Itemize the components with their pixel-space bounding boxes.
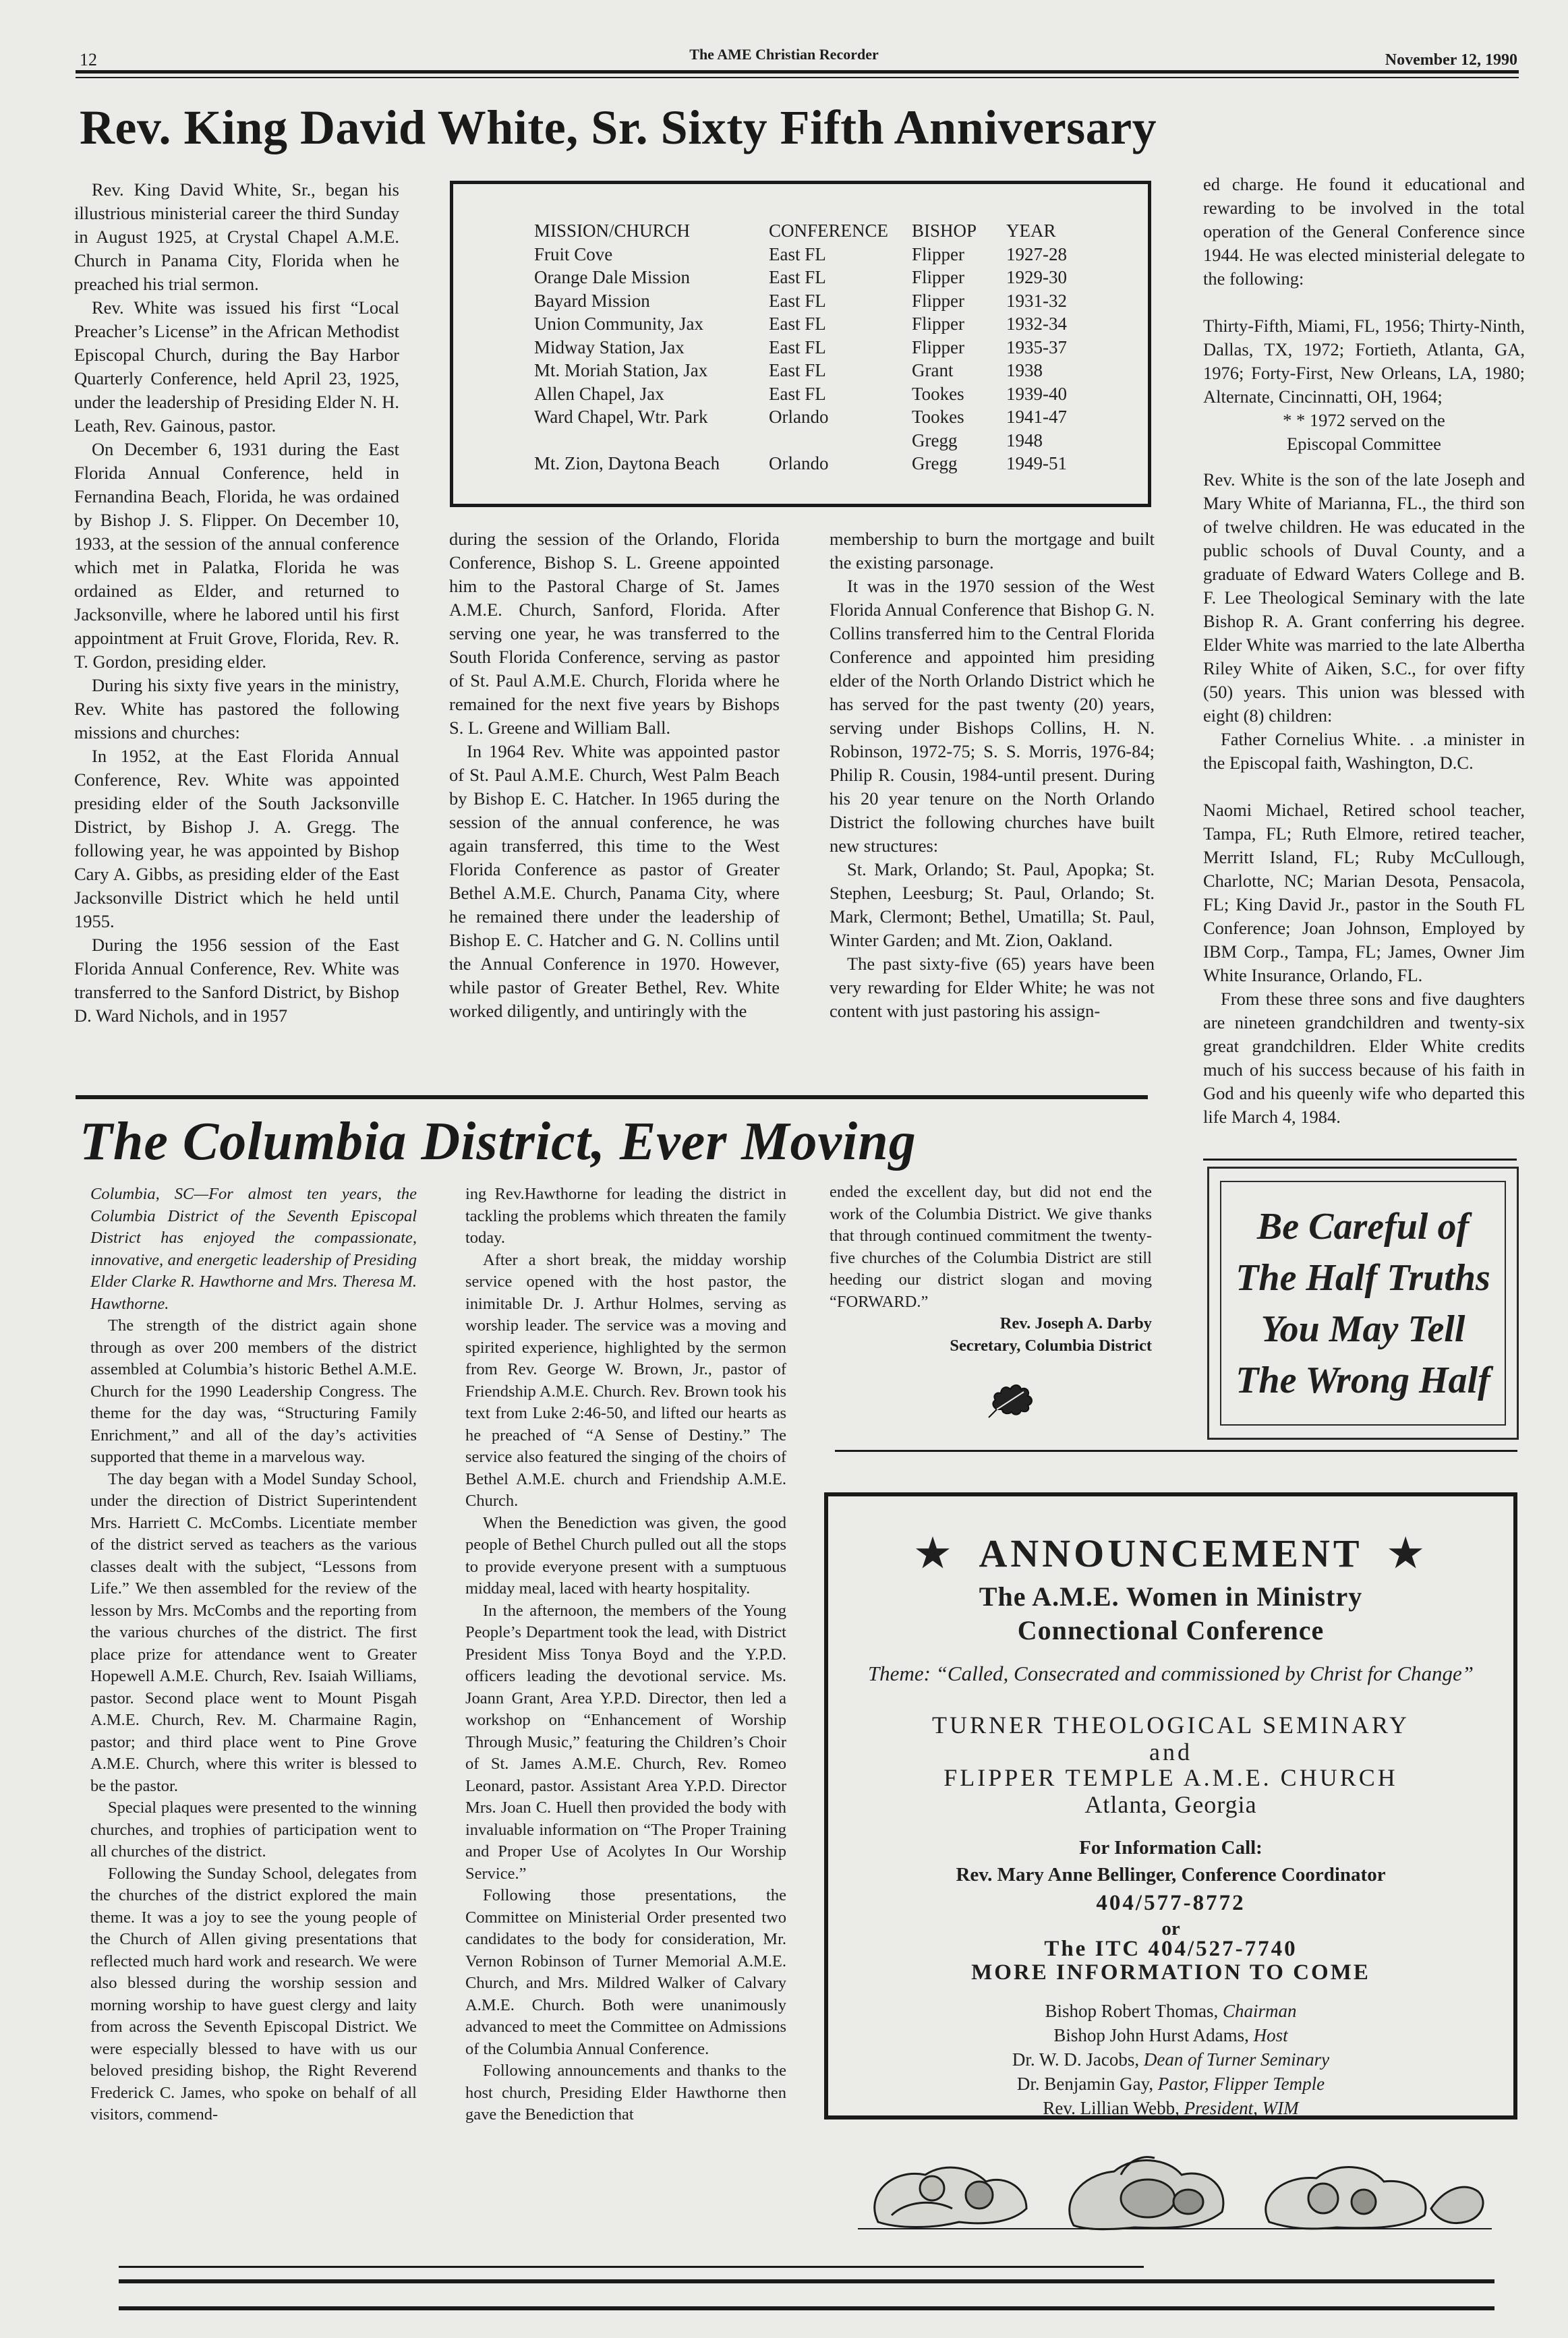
bottom-rule-2 [119, 2279, 1494, 2283]
half-truths-line: Be Careful of [1256, 1205, 1470, 1248]
announcement-location: Atlanta, Georgia [1084, 1791, 1257, 1818]
list-item [828, 2096, 1513, 2120]
table-cell: East FL [769, 267, 826, 287]
table-cell: Gregg [912, 430, 958, 450]
announcement-people [828, 1999, 1513, 2120]
person-role: President, WIM [1184, 2098, 1299, 2118]
table-cell: 1949-51 [1006, 453, 1067, 473]
announcement-more: MORE INFORMATION TO COME [971, 1960, 1370, 1985]
article2-paragraph: Special plaques were presented to the winning churches, and trophies of participation went to all churches of the district. [90, 1799, 417, 1861]
signature-name: Rev. Joseph A. Darby [999, 1314, 1152, 1333]
article2-column-3 [830, 1181, 1152, 1357]
article2-column-1 [90, 1183, 417, 2126]
table-cell [534, 429, 769, 452]
half-truths-line: You May Tell [1260, 1308, 1465, 1350]
table-header-cell: MISSION/CHURCH [534, 221, 691, 241]
announcement-coordinator: Rev. Mary Anne Bellinger, Conference Coordinator [956, 1864, 1386, 1886]
table-cell: Ward Chapel, Wtr. Park [534, 407, 708, 427]
article1-paragraph: During his sixty five years in the ministry, Rev. White has pastored the following missions and churches: [74, 675, 399, 742]
article2-paragraph: ing Rev.Hawthorne for leading the district in tackling the problems which threaten the family today. [465, 1185, 786, 1247]
table-row [534, 312, 1067, 336]
table-header-cell: YEAR [1006, 221, 1056, 241]
table-header-cell: BISHOP [912, 221, 977, 241]
article1-paragraph: In 1952, at the East Florida Annual Conference, Rev. White was appointed presiding elder of the South Jacksonville District, by Bishop J. A. Gregg. The following year, he was appointed by Bishop Cary A. Gibbs, as presiding elder of the East Jacksonville District which he held until 1955. [74, 746, 399, 931]
article1-paragraph: Father Cornelius White. . .a minister in the Episcopal faith, Washington, D.C. [1203, 729, 1525, 773]
article2-paragraph: The day began with a Model Sunday School, under the direction of District Superintendent Mrs. Harriett C. McCombs. Licentiate member of the district served as teachers as the various classes dealt with the subject, “Lessons from Life.” We then assembled for the review of the lesson by Mrs. McCombs and the reporting from the various churches of the district. The first place prize for attendance went to Greater Hopewell A.M.E. Church, Rev. Isaiah Williams, pastor. Second place went to Mount Pisgah A.M.E. Church, Rev. M. Charmaine Ragin, pastor; and third place went to Pine Grove A.M.E. Church, where this writer is blessed to be the pastor. [90, 1469, 417, 1795]
page-number: 12 [80, 50, 97, 69]
article2-paragraph: After a short break, the midday worship service opened with the host pastor, the inimitable Dr. J. Arthur Holmes, serving as worship leader. The service was a moving and spirited experience, highlighted by the sermon from Rev. George W. Brown, Jr., pastor of Friendship A.M.E. Church. Rev. Brown took his text from Luke 2:46-50, and lifted our hearts as he preached of “A Sense of Destiny.” The service also featured the singing of the choirs of Bethel A.M.E. church and Friendship A.M.E. Church. [465, 1250, 786, 1510]
table-cell: Orlando [769, 453, 829, 473]
bottom-rule-1 [119, 2266, 1144, 2268]
announcement-theme: Theme: “Called, Consecrated and commissioned by Christ for Change” [867, 1662, 1474, 1685]
table-row [534, 405, 1067, 429]
article1-paragraph: ed charge. He found it educational and rewarding to be involved in the total operation of the General Conference since 1944. He was elected ministerial delegate to the following: [1203, 174, 1525, 289]
person-role: Host [1253, 2025, 1288, 2045]
table-cell: Mt. Moriah Station, Jax [534, 360, 708, 380]
announcement-title-text: ANNOUNCEMENT [979, 1531, 1363, 1575]
publication-name: The AME Christian Recorder [689, 46, 879, 63]
article1-paragraph: Rev. King David White, Sr., began his illustrious ministerial career the third Sunday in August 1925, at Crystal Chapel A.M.E. Church in Panama City, Florida when he preached his trial sermon. [74, 179, 399, 294]
list-item [828, 1999, 1513, 2023]
table-cell: Fruit Cove [534, 243, 613, 264]
person-role: Pastor, Flipper Temple [1157, 2074, 1325, 2094]
article1-paragraph: From these three sons and five daughters are nineteen grandchildren and twenty-six great grandchildren. Elder White credits much of his success because of his faith in God and his queenly wife who departed this life March 4, 1984. [1203, 989, 1525, 1127]
bottom-rule-3 [119, 2306, 1494, 2310]
harvest-cornucopia-illustration [851, 2134, 1499, 2235]
announcement-title [828, 1530, 1513, 1576]
table-cell: Gregg [912, 453, 958, 473]
table-cell: 1938 [1006, 360, 1043, 380]
person-name: Dr. Benjamin Gay, [1016, 2074, 1154, 2094]
article2-paragraph: The strength of the district again shone through as over 200 members of the district assembled at Columbia’s historic Bethel A.M.E. Church for the 1990 Leadership Congress. The theme for the day was, “Structuring Family Enrichment,” and all of the day’s activities supported that theme in a marvelous way. [90, 1316, 417, 1466]
table-cell: Flipper [912, 314, 964, 334]
signature-title: Secretary, Columbia District [950, 1336, 1152, 1355]
column-divider [1203, 1159, 1517, 1161]
person-name: Bishop John Hurst Adams, [1053, 2025, 1249, 2045]
table-cell: East FL [769, 243, 826, 264]
person-name: Rev. Lillian Webb, [1043, 2098, 1180, 2118]
article2-paragraph [90, 1183, 417, 1315]
table-cell: Flipper [912, 267, 964, 287]
article2-paragraph-text: Columbia, SC—For almost ten years, the Columbia District of the Seventh Episcopal District has enjoyed the compassionate, innovative, and energetic leadership of Presiding Elder Clarke R. Hawthorne and Mrs. Theresa M. Hawthorne. [90, 1185, 417, 1313]
table-row [534, 429, 1067, 452]
article2-paragraph: When the Benediction was given, the good people of Bethel Church pulled out all the stops to provide everyone present with a sumptuous midday meal, laced with hearty hospitality. [465, 1513, 786, 1598]
table-cell: Mt. Zion, Daytona Beach [534, 453, 720, 473]
table-row [534, 382, 1067, 406]
list-item [828, 2072, 1513, 2096]
half-truths-line: The Wrong Half [1236, 1359, 1490, 1401]
signature-rule [835, 1450, 1517, 1452]
list-item [828, 2047, 1513, 2072]
article1-column-1 [74, 178, 399, 1028]
table-row [534, 359, 1067, 382]
article1-paragraph: Thirty-Fifth, Miami, FL, 1956; Thirty-Ninth, Dallas, TX, 1972; Fortieth, Atlanta, GA, 1976; Forty-First, New Orleans, LA, 1980; Alternate, Cincinnatti, OH, 1964; [1203, 316, 1525, 407]
article1-paragraph: St. Mark, Orlando; St. Paul, Apopka; St. Stephen, Leesburg; St. Paul, Orlando; St. Mark, Clermont; Bethel, Umatilla; St. Paul, Winter Garden; and Mt. Zion, Oakland. [830, 859, 1155, 950]
article2-paragraph: Following announcements and thanks to the host church, Presiding Elder Hawthorne then gave the Benediction that [465, 2062, 786, 2124]
article1-column-3 [830, 527, 1155, 1023]
table-cell: 1948 [1006, 430, 1043, 450]
table-cell: 1929-30 [1006, 267, 1067, 287]
article1-column-4 [1203, 173, 1525, 1129]
announcement-host: TURNER THEOLOGICAL SEMINARY [932, 1712, 1410, 1738]
article1-paragraph: It was in the 1970 session of the West Florida Annual Conference that Bishop G. N. Collins transferred him to the Central Florida Conference and appointed him presiding elder of the North Orlando District which he has served for the past twenty (20) years, serving under Bishops Collins, H. N. Robinson, 1972-75; S. S. Morris, 1976-84; Philip R. Cousin, 1984-until present. During his 20 year tenure on the North Orlando District the following churches have built new structures: [830, 576, 1155, 856]
announcement-phone: The ITC 404/527-7740 [1044, 1937, 1298, 1961]
table-cell: Orange Dale Mission [534, 267, 690, 287]
table-cell: Flipper [912, 243, 964, 264]
header-rule-top [76, 70, 1519, 74]
article2-column-2 [465, 1183, 786, 2126]
table-cell: East FL [769, 383, 826, 404]
person-name: Bishop Robert Thomas, [1045, 2001, 1219, 2021]
announcement-info-call: For Information Call: [1079, 1837, 1262, 1859]
announcement-or: or [1161, 1918, 1180, 1939]
announcement-host: FLIPPER TEMPLE A.M.E. CHURCH [943, 1764, 1398, 1791]
star-icon: ★ [1388, 1531, 1427, 1575]
article1-paragraph: membership to burn the mortgage and built the existing parsonage. [830, 529, 1155, 573]
announcement-phone: 404/577-8772 [1096, 1891, 1246, 1915]
announcement-subtitle: The A.M.E. Women in Ministry [979, 1581, 1363, 1612]
table-cell: Flipper [912, 337, 964, 357]
table-cell: 1927-28 [1006, 243, 1067, 264]
article1-paragraph: The past sixty-five (65) years have been very rewarding for Elder White; he was not content with just pastoring his assign- [830, 954, 1155, 1021]
article1-paragraph: during the session of the Orlando, Florida Conference, Bishop S. L. Greene appointed him to the Pastoral Charge of St. James A.M.E. Church, Sanford, Florida. After serving one year, he was transferred to the South Florida Conference, serving as pastor of St. Paul A.M.E. Church, Florida where he remained for the next five years by Bishops S. L. Greene and William Ball. [449, 529, 780, 738]
article1-paragraph: Rev. White is the son of the late Joseph and Mary White of Marianna, FL., the third son of twelve children. He was educated in the public schools of Duval County, and a graduate of Edward Waters College and B. F. Lee Theological Seminary with the late Bishop R. A. Grant conferring his degree. Elder White was married to the late Albertha Riley White of Aiken, S.C., for over fifty (50) years. This union was blessed with eight (8) children: [1203, 469, 1525, 726]
article1-paragraph: In 1964 Rev. White was appointed pastor of St. Paul A.M.E. Church, West Palm Beach by Bishop E. C. Hatcher. In 1965 during the session of the annual conference, he was again transferred, this time to the West Florida Conference as pastor of Greater Bethel A.M.E. Church, Panama City, where he remained there under the leadership of Bishop E. C. Hatcher and G. N. Collins until the Annual Conference in 1970. However, while pastor of Greater Bethel, Rev. White worked diligently, and untiringly with the [449, 741, 780, 1021]
announcement-subtitle: Connectional Conference [1017, 1615, 1325, 1645]
header-rule-bottom [76, 77, 1519, 78]
table-cell: 1931-32 [1006, 290, 1067, 311]
article2-paragraph: Following the Sunday School, delegates from the churches of the district explored the main theme. It was a joy to see the young people of the Church of Allen giving presentations that reflected much hard work and research. We were also blessed during the worship session and morning worship to have guest clergy and laity from across the Seventh Episcopal District. We were especially blessed to have with us our beloved presiding bishop, the Right Reverend Frederick C. James, who spoke on behalf of all visitors, commend- [90, 1864, 417, 2124]
article1-paragraph: Naomi Michael, Retired school teacher, Tampa, FL; Ruth Elmore, retired teacher, Merritt Island, FL; Ruby McCullough, Charlotte, NC; Marian Desota, Pensacola, FL; King David Jr., pastor in the South FL Conference; Joan Johnson, Employed by IBM Corp., Tampa, FL; James, Owner Jim White Insurance, Orlando, FL. [1203, 800, 1525, 985]
article1-paragraph: On December 6, 1931 during the East Florida Annual Conference, held in Fernandina Beach, Florida, he was ordained by Bishop J. S. Flipper. On December 10, 1933, at the session of the annual conference which met in Palatka, Florida he was ordained as Elder, and returned to Jacksonville, where he labored until his first appointment at Fruit Grove, Florida, Rev. R. T. Gordon, presiding elder. [74, 439, 399, 672]
announcement-box [824, 1492, 1517, 2120]
half-truths-inner [1220, 1181, 1506, 1426]
article2-headline: The Columbia District, Ever Moving [80, 1112, 917, 1171]
table-header-row [534, 219, 1067, 243]
announcement-and: and [1149, 1738, 1192, 1765]
article1-column-2 [449, 527, 780, 1023]
article1-paragraph: * * 1972 served on the [1283, 410, 1445, 430]
person-role: Chairman [1222, 2001, 1297, 2021]
oak-leaf-icon [983, 1376, 1037, 1423]
table-cell: Bayard Mission [534, 290, 650, 311]
half-truths-box [1207, 1167, 1519, 1440]
person-name: Dr. W. D. Jacobs, [1012, 2049, 1140, 2070]
article1-paragraph: Rev. White was issued his first “Local Preacher’s License” in the African Methodist Episcopal Church, during the Bay Harbor Quarterly Conference, held April 23, 1925, under the leadership of Presiding Elder N. H. Leath, Rev. Gainous, pastor. [74, 297, 399, 436]
table-row [534, 266, 1067, 289]
article2-paragraph: Following those presentations, the Committee on Ministerial Order presented two candidates to the body for consideration, Mr. Vernon Robinson of Turner Memorial A.M.E. Church, and Mrs. Mildred Walker of Calvary A.M.E. Church. Both were unanimously advanced to meet the Committee on Admissions of the Columbia Annual Conference. [465, 1886, 786, 2058]
table-row [534, 243, 1067, 266]
list-item [828, 2023, 1513, 2047]
table-cell: East FL [769, 290, 826, 311]
table-cell: Tookes [912, 383, 964, 404]
star-icon: ★ [914, 1531, 954, 1575]
table-cell: 1939-40 [1006, 383, 1067, 404]
table-cell: 1932-34 [1006, 314, 1067, 334]
missions-table-box [450, 181, 1151, 507]
table-cell: Union Community, Jax [534, 314, 704, 334]
table-cell: 1935-37 [1006, 337, 1067, 357]
issue-date: November 12, 1990 [1385, 51, 1517, 69]
table-row [534, 289, 1067, 313]
table-cell [769, 429, 912, 452]
article-divider [76, 1095, 1148, 1099]
article1-paragraph: Episcopal Committee [1287, 434, 1441, 454]
table-cell: 1941-47 [1006, 407, 1067, 427]
article2-paragraph: In the afternoon, the members of the Young People’s Department took the lead, with District President Miss Tonya Boyd and the Y.P.D. officers leading the devotional service. Ms. Joann Grant, Area Y.P.D. Director, then led a workshop on “Enhancement of Worship Through Music,” featuring the Children’s Choir of St. James A.M.E. Church, Rev. Romeo Leonard, pastor. Assistant Area Y.P.D. Director Mrs. Joan C. Huell then provided the body with invaluable information on “The Proper Training and Proper Use of Acolytes In Our Worship Service.” [465, 1601, 786, 1883]
table-cell: Flipper [912, 290, 964, 311]
article1-headline: Rev. King David White, Sr. Sixty Fifth Anniversary [80, 100, 1157, 154]
article1-paragraph: During the 1956 session of the East Florida Annual Conference, Rev. White was transferred to the Sanford District, by Bishop D. Ward Nichols, and in 1957 [74, 935, 399, 1026]
missions-table [534, 219, 1067, 475]
table-cell: East FL [769, 337, 826, 357]
table-cell: East FL [769, 314, 826, 334]
article2-paragraph: ended the excellent day, but did not end the work of the Columbia District. We give thanks that through continued commitment the twenty-five churches of the Columbia District are still heeding our district slogan and moving “FORWARD.” [830, 1183, 1152, 1311]
table-row [534, 336, 1067, 359]
person-role: Dean of Turner Seminary [1143, 2049, 1330, 2070]
table-header-cell: CONFERENCE [769, 221, 889, 241]
table-cell: Tookes [912, 407, 964, 427]
half-truths-line: The Half Truths [1236, 1256, 1490, 1299]
table-cell: Allen Chapel, Jax [534, 383, 664, 404]
table-cell: Grant [912, 360, 954, 380]
table-row [534, 452, 1067, 475]
table-cell: East FL [769, 360, 826, 380]
table-cell: Orlando [769, 407, 829, 427]
table-cell: Midway Station, Jax [534, 337, 685, 357]
